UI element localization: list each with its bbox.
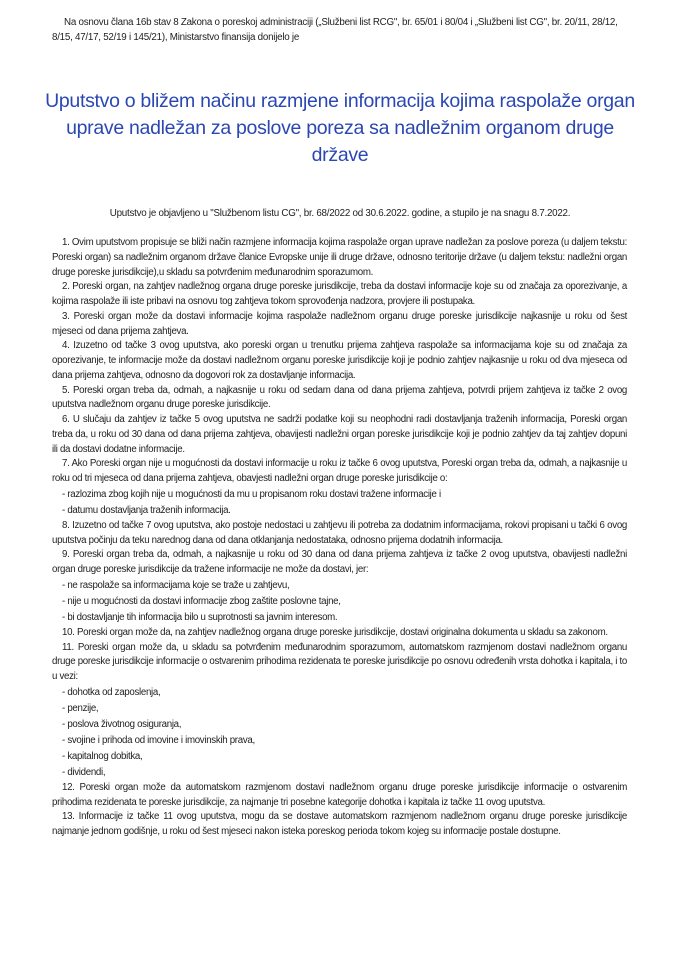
numbered-paragraph: 10. Poreski organ može da, na zahtjev nadležnog organa druge poreske jurisdikcije, dostavi originalna dokumenta u skladu sa zakonom. (62, 626, 608, 638)
bullet-item: - dohotka od zaposlenja, (62, 686, 161, 698)
numbered-paragraph: 2. Poreski organ, na zahtjev nadležnog organa druge poreske jurisdikcije, treba da dostavi informacije koje su od značaja za oporezivanje, a kojima raspolaže ili iste pribavi na osnovu tog zahtjeva tokom sprovođenja nadzora, provjere ili postupaka. (52, 281, 627, 307)
numbered-paragraph: 7. Ako Poreski organ nije u mogućnosti da dostavi informacije u roku iz tačke 6 ovog uputstva, Poreski organ treba da, odmah, a najkasnije u roku od tri mjeseca od dana prijema zahtjeva, obavjesti nadležni organ druge poreske jurisdikcije o: (52, 458, 627, 484)
bullet-item: - svojine i prihoda od imovine i imovinskih prava, (62, 734, 255, 746)
numbered-paragraph: 1. Ovim uputstvom propisuje se bliži način razmjene informacija kojima raspolaže organ uprave nadležan za poslove poreza (u daljem tekstu: Poreski organ) sa nadležnim organom države članice Evropske unije ili druge države, odnosno teritorije države (u daljem tekstu: nadležni organ druge poreske jurisdikcije),u skladu sa potvrđenim međunarodnim sporazumom. (52, 237, 627, 278)
legal-basis-intro: Na osnovu člana 16b stav 8 Zakona o poreskoj administraciji („Službeni list RCG", br. 65/01 i 80/04 i „Službeni list CG", br. 20/11, 28/12, 8/15, 47/17, 52/19 i 145/21), Ministarstvo finansija donijelo je (52, 16, 618, 43)
bullet-item: - dividendi, (62, 766, 106, 778)
bullet-item: - poslova životnog osiguranja, (62, 718, 182, 730)
bullet-item: - bi dostavljanje tih informacija bilo u suprotnosti sa javnim interesom. (62, 611, 338, 623)
publication-note: Uputstvo je objavljeno u "Službenom listu CG", br. 68/2022 od 30.6.2022. godine, a stupilo je na snagu 8.7.2022. (109, 208, 571, 219)
bullet-item: - razlozima zbog kojih nije u mogućnosti da mu u propisanom roku dostavi tražene informacije i (62, 488, 441, 500)
bullet-item: - nije u mogućnosti da dostavi informacije zbog zaštite poslovne tajne, (62, 595, 341, 607)
document-body (52, 236, 627, 840)
numbered-paragraph: 3. Poreski organ može da dostavi informacije kojima raspolaže nadležnom organu druge poreske jurisdikcije najkasnije u roku od šest mjeseci od dana prijema zahtjeva. (52, 310, 627, 337)
bullet-item: - ne raspolaže sa informacijama koje se traže u zahtjevu, (62, 579, 290, 591)
numbered-paragraph: 11. Poreski organ može da, u skladu sa potvrđenim međunarodnim sporazumom, automatskom razmjenom dostavi nadležnom organu druge poreske jurisdikcije informacije o ostvarenim prihodima rezidenata te poreske jurisdikcije po osnovu određenih vrsta dohotka i kapitala, i to u vezi: (52, 641, 627, 682)
numbered-paragraph: 9. Poreski organ treba da, odmah, a najkasnije u roku od 30 dana od dana prijema zahtjeva iz tačke 2 ovog uputstva, obavijesti nadležni organ druge poreske jurisdikcije da tražene informacije ne može da dostavi, jer: (52, 549, 627, 575)
numbered-paragraph: 5. Poreski organ treba da, odmah, a najkasnije u roku od sedam dana od dana prijema zahtjeva, potvrdi prijem zahtjeva iz tačke 2 ovog uputstva nadležnom organu druge poreske jurisdikcije. (52, 384, 627, 411)
numbered-paragraph: 6. U slučaju da zahtjev iz tačke 5 ovog uputstva ne sadrži podatke koji su neophodni radi dostavljanja traženih informacija, Poreski organ treba da, u roku od 30 dana od dana prijema zahtjeva, obavijesti nadležni organ poreske jurisdikcije koji je podnio zahtjev da taj zahtjev dopuni ili da dostavi dodatne informacije. (52, 414, 627, 455)
document-title: Uputstvo o bližem načinu razmjene informacija kojima raspolaže organ uprave nadležan za poslove poreza sa nadležnim organom druge države (45, 90, 635, 166)
numbered-paragraph: 13. Informacije iz tačke 11 ovog uputstva, mogu da se dostave automatskom razmjenom nadležnom organu druge poreske jurisdikcije najmanje jednom godišnje, u roku od šest mjeseci nakon isteka poreskog perioda tokom kojeg su informacije postale dostupne. (52, 811, 627, 837)
numbered-paragraph: 8. Izuzetno od tačke 7 ovog uputstva, ako postoje nedostaci u zahtjevu ili potreba za dodatnim informacijama, rokovi propisani u tački 6 ovog uputstva počinju da teku narednog dana od dana otklanjanja nedostataka, odnosno prijema dodatnih informacija. (52, 519, 627, 546)
bullet-item: - penzije, (62, 702, 99, 714)
numbered-paragraph: 12. Poreski organ može da automatskom razmjenom dostavi nadležnom organu druge poreske jurisdikcije informacije o ostvarenim prihodima rezidenata te poreske jurisdikcije, za najmanje tri posebne kategorije dohotka i kapitala iz tačke 11 ovog uputstva. (52, 781, 627, 808)
numbered-paragraph: 4. Izuzetno od tačke 3 ovog uputstva, ako poreski organ u trenutku prijema zahtjeva raspolaže sa informacijama koje su od značaja za oporezivanje, te informacije može da dostavi nadležnom organu poreske jurisdikcije koji je podnio zahtjev najkasnije u roku od dva mjeseca od dana prijema zahtjeva, odnosno da dogovori rok za dostavljanje informacija. (52, 340, 627, 381)
bullet-item: - datumu dostavljanja traženih informacija. (62, 504, 231, 516)
bullet-item: - kapitalnog dobitka, (62, 750, 143, 762)
